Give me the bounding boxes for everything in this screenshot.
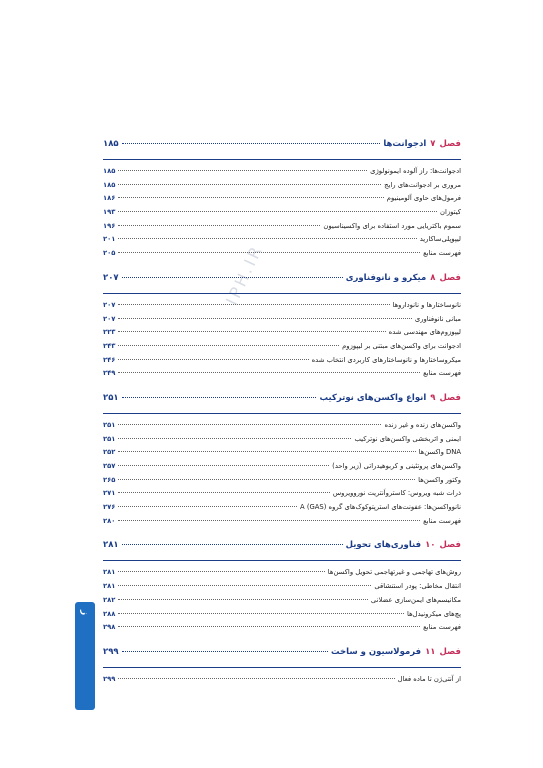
chapter-heading[interactable]: [103, 273, 461, 291]
entry-title: فهرست منابع: [423, 516, 461, 525]
toc-entry[interactable]: [103, 610, 461, 624]
dot-leader: [118, 599, 367, 600]
dot-leader: [118, 304, 389, 305]
chapter-divider: [103, 413, 461, 414]
entry-title: فهرست منابع: [423, 369, 461, 378]
toc-entry[interactable]: [103, 194, 461, 208]
chapter-label: فصل: [439, 540, 461, 551]
chapter-heading[interactable]: [103, 139, 461, 157]
dot-leader: [118, 211, 437, 212]
toc-entry[interactable]: [103, 249, 461, 263]
entry-page-number: ۱۹۶: [103, 221, 116, 230]
dot-leader: [118, 197, 383, 198]
entry-page-number: ۲۰۷: [103, 300, 116, 309]
chapter-page-number: ۲۹۹: [103, 646, 119, 657]
toc-entry[interactable]: [103, 675, 461, 689]
toc-entry[interactable]: [103, 435, 461, 449]
toc-entry[interactable]: [103, 222, 461, 236]
dot-leader: [118, 613, 404, 614]
entry-page-number: ۲۶۵: [103, 475, 116, 484]
dot-leader: [122, 544, 343, 545]
dot-leader: [122, 277, 343, 278]
dot-leader: [118, 465, 329, 466]
dot-leader: [118, 225, 320, 226]
entry-page-number: ۲۵۱: [103, 420, 116, 429]
dot-leader: [118, 170, 367, 171]
dot-leader: [122, 651, 328, 652]
chapter-title: میکرو و نانوفناوری: [345, 272, 427, 283]
chapter-number: ۱۱: [425, 646, 436, 657]
toc-entry[interactable]: [103, 369, 461, 383]
chapter-divider: [103, 560, 461, 561]
entry-page-number: ۲۸۱: [103, 568, 116, 577]
dot-leader: [122, 143, 381, 144]
entry-title: پچ‌های میکرونیدل‌ها: [407, 609, 461, 618]
toc-entry[interactable]: [103, 342, 461, 356]
entry-title: وکتور واکسن‌ها: [418, 475, 461, 484]
entry-title: از آنتی‌ژن تا ماده فعال: [397, 674, 461, 683]
dot-leader: [118, 479, 415, 480]
toc-entry[interactable]: [103, 328, 461, 342]
toc-entry[interactable]: [103, 235, 461, 249]
toc-entry[interactable]: [103, 315, 461, 329]
toc-entry[interactable]: [103, 208, 461, 222]
dot-leader: [118, 252, 420, 253]
chapter-label: فصل: [439, 272, 461, 283]
dot-leader: [118, 331, 385, 332]
entry-page-number: ۲۸۰: [103, 516, 116, 525]
entry-title: مبانی نانوفناوری: [414, 314, 461, 323]
entry-page-number: ۱۸۵: [103, 180, 116, 189]
dot-leader: [118, 585, 371, 586]
chapter-number: ۱۰: [425, 540, 436, 551]
chapter-divider: [103, 293, 461, 294]
dot-leader: [118, 184, 381, 185]
entry-title: روش‌های تهاجمی و غیرتهاجمی تحویل واکسن‌ها: [327, 568, 461, 577]
dot-leader: [118, 359, 308, 360]
chapter-number: ۸: [430, 272, 436, 283]
chapter-heading[interactable]: [103, 540, 461, 558]
entry-title: نانوساختارها و نانوداروها: [392, 300, 461, 309]
entry-page-number: ۲۴۳: [103, 341, 116, 350]
entry-title: ذرات شبه ویروس: کاسترواَنتریت نوروویروس: [332, 489, 461, 498]
entry-page-number: ۲۹۹: [103, 674, 116, 683]
chapter-number: ۹: [430, 392, 436, 403]
dot-leader: [118, 571, 324, 572]
entry-title: فهرست منابع: [423, 249, 461, 258]
chapter-page-number: ۱۸۵: [103, 139, 119, 149]
toc-entry[interactable]: [103, 167, 461, 181]
toc-entry[interactable]: [103, 476, 461, 490]
side-page-tab: [75, 602, 95, 710]
entry-title: فرمول‌های حاوی آلومینیوم: [386, 194, 461, 203]
side-tab-label: ز: [79, 610, 89, 616]
entry-page-number: ۲۸۸: [103, 609, 116, 618]
chapter-title: فناوری‌های تحویل: [345, 540, 422, 551]
dot-leader: [118, 318, 411, 319]
dot-leader: [118, 372, 420, 373]
dot-leader: [118, 451, 415, 452]
dot-leader: [122, 397, 317, 398]
entry-title: ادجوانت برای واکسن‌های مبتنی بر لیپوزوم: [342, 341, 461, 350]
chapter-title: ادجوانت‌ها: [383, 139, 427, 149]
dot-leader: [118, 492, 329, 493]
toc-entry[interactable]: [103, 489, 461, 503]
entry-page-number: ۲۷۶: [103, 503, 116, 512]
chapter-title: فرمولاسیون و ساخت: [331, 646, 422, 657]
toc-entry[interactable]: [103, 356, 461, 370]
dot-leader: [118, 506, 297, 507]
entry-title: واکسن‌های زنده و غیر زنده: [384, 420, 461, 429]
entry-title: واکسن‌های پروتئینی و کربوهیدراتی (زیر واحد): [332, 462, 461, 470]
toc-entry[interactable]: [103, 517, 461, 531]
dot-leader: [118, 238, 416, 239]
chapter-heading[interactable]: [103, 393, 461, 411]
dot-leader: [118, 345, 339, 346]
toc-entry[interactable]: [103, 301, 461, 315]
chapter-page-number: ۲۰۷: [103, 272, 119, 283]
entry-page-number: ۲۵۲: [103, 448, 116, 457]
entry-page-number: ۱۹۳: [103, 208, 116, 217]
entry-title: DNA واکسن‌ها: [418, 448, 461, 457]
chapter-label: فصل: [439, 646, 461, 657]
chapter-heading[interactable]: [103, 647, 461, 665]
dot-leader: [118, 438, 351, 439]
entry-page-number: ۲۵۷: [103, 462, 116, 470]
entry-title: ادجوانت‌ها: راز آلوده ایمونولوژی: [370, 167, 461, 175]
chapter-label: فصل: [439, 392, 461, 403]
dot-leader: [118, 626, 420, 627]
chapter-divider: [103, 159, 461, 160]
entry-title: فهرست منابع: [423, 623, 461, 632]
dot-leader: [118, 678, 394, 679]
entry-page-number: ۱۸۵: [103, 167, 116, 175]
entry-page-number: ۲۷۱: [103, 489, 116, 498]
entry-title: لیپوزوم‌های مهندسی شده: [388, 328, 461, 337]
entry-page-number: ۲۴۶: [103, 355, 116, 364]
entry-page-number: ۲۰۱: [103, 235, 116, 244]
chapter-title: انواع واکسن‌های نوترکیب: [319, 392, 427, 403]
dot-leader: [118, 520, 420, 521]
entry-title: انتقال مخاطی: پودر استنشاقی: [374, 582, 461, 591]
chapter-label: فصل: [439, 139, 461, 149]
chapter-number: ۷: [430, 139, 436, 149]
toc-entry[interactable]: [103, 568, 461, 582]
entry-page-number: ۲۵۱: [103, 434, 116, 443]
entry-page-number: ۲۹۸: [103, 623, 116, 632]
toc-entry[interactable]: [103, 582, 461, 596]
chapter-page-number: ۲۵۱: [103, 392, 119, 403]
entry-title: نانوواکسن‌ها: عفونت‌های استرپتوکوک‌های گروه A (GAS): [300, 503, 461, 512]
entry-title: کیتوزان: [439, 208, 461, 217]
entry-page-number: ۲۰۷: [103, 314, 116, 323]
entry-page-number: ۲۸۱: [103, 582, 116, 591]
entry-title: ایمنی و اثربخشی واکسن‌های نوترکیب: [354, 434, 461, 443]
entry-title: لیپوپلی‌ساکارید: [419, 235, 461, 244]
entry-page-number: ۲۲۳: [103, 328, 116, 337]
chapter-divider: [103, 667, 461, 668]
entry-title: سموم باکتریایی مورد استفاده برای واکسیناسیون: [323, 221, 461, 230]
toc-entry[interactable]: [103, 448, 461, 462]
toc-entry[interactable]: [103, 421, 461, 435]
entry-title: مکانیسم‌های ایمن‌سازی عضلانی: [370, 595, 461, 604]
entry-page-number: ۱۸۶: [103, 194, 116, 203]
entry-title: مروری بر ادجوانت‌های رایج: [384, 180, 461, 189]
toc-entry[interactable]: [103, 181, 461, 195]
entry-title: میکروساختارها و نانوساختارهای کاربردی انتخاب شده: [311, 355, 461, 364]
toc-entry[interactable]: [103, 596, 461, 610]
entry-page-number: ۲۸۲: [103, 595, 116, 604]
toc-entry[interactable]: [103, 503, 461, 517]
toc-entry[interactable]: [103, 623, 461, 637]
toc-entry[interactable]: [103, 462, 461, 476]
entry-page-number: ۲۰۵: [103, 249, 116, 258]
entry-page-number: ۲۴۹: [103, 369, 116, 378]
table-of-contents: [103, 139, 461, 689]
watermark-text: IPH.IR: [222, 241, 267, 309]
dot-leader: [118, 424, 381, 425]
chapter-page-number: ۲۸۱: [103, 540, 119, 551]
